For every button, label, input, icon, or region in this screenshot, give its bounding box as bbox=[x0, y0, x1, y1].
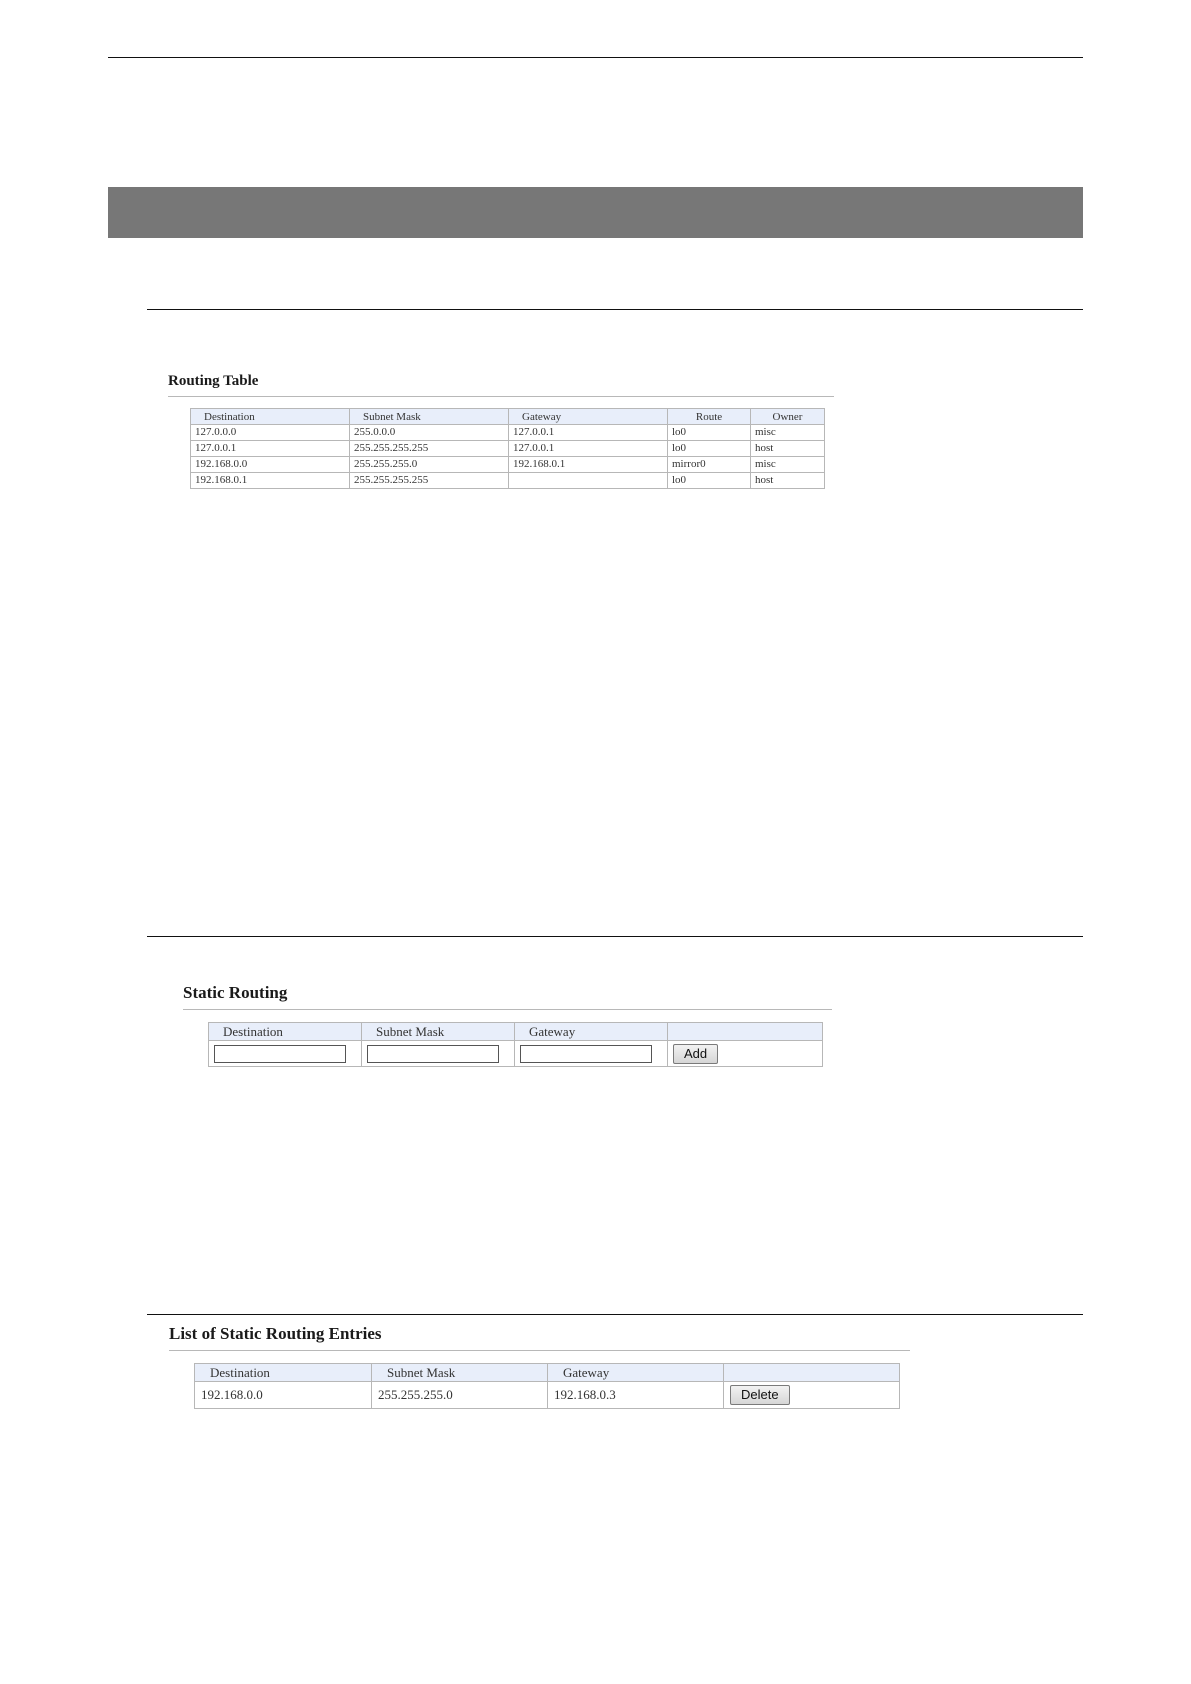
cell-gateway: 192.168.0.1 bbox=[509, 457, 668, 473]
column-header-destination: Destination bbox=[191, 409, 350, 425]
routing-table-header-row bbox=[191, 409, 825, 425]
section-rule-2 bbox=[147, 936, 1083, 937]
cell-destination: 192.168.0.1 bbox=[191, 473, 350, 489]
column-header-action bbox=[668, 1023, 823, 1041]
column-header-subnet-mask: Subnet Mask bbox=[372, 1364, 548, 1382]
section-rule-3 bbox=[147, 1314, 1083, 1315]
static-routing-list bbox=[194, 1363, 900, 1409]
cell-gateway: 127.0.0.1 bbox=[509, 441, 668, 457]
routing-table bbox=[190, 408, 825, 489]
static-list-header-row bbox=[195, 1364, 900, 1382]
chapter-banner bbox=[108, 187, 1083, 238]
gateway-cell bbox=[515, 1041, 668, 1067]
static-routing-title: Static Routing bbox=[183, 983, 288, 1002]
static-list-title: List of Static Routing Entries bbox=[169, 1324, 382, 1343]
cell-owner: host bbox=[751, 473, 825, 489]
column-header-gateway: Gateway bbox=[548, 1364, 724, 1382]
cell-destination: 192.168.0.0 bbox=[191, 457, 350, 473]
column-header-gateway: Gateway bbox=[509, 409, 668, 425]
table-row bbox=[195, 1382, 900, 1409]
column-header-gateway: Gateway bbox=[515, 1023, 668, 1041]
cell-gateway: 127.0.0.1 bbox=[509, 425, 668, 441]
table-row bbox=[191, 441, 825, 457]
destination-input[interactable] bbox=[214, 1045, 346, 1063]
cell-destination: 127.0.0.0 bbox=[191, 425, 350, 441]
cell-destination: 192.168.0.0 bbox=[195, 1382, 372, 1409]
cell-subnet-mask: 255.0.0.0 bbox=[350, 425, 509, 441]
column-header-action bbox=[724, 1364, 900, 1382]
cell-subnet-mask: 255.255.255.0 bbox=[372, 1382, 548, 1409]
table-row bbox=[191, 457, 825, 473]
static-routing-input-row bbox=[209, 1041, 823, 1067]
cell-route: lo0 bbox=[668, 441, 751, 457]
cell-destination: 127.0.0.1 bbox=[191, 441, 350, 457]
cell-subnet-mask: 255.255.255.255 bbox=[350, 441, 509, 457]
routing-table-title-underline bbox=[168, 396, 834, 397]
cell-route: lo0 bbox=[668, 473, 751, 489]
cell-owner: host bbox=[751, 441, 825, 457]
static-routing-title-underline bbox=[183, 1009, 832, 1010]
delete-button[interactable]: Delete bbox=[730, 1385, 790, 1405]
cell-owner: misc bbox=[751, 457, 825, 473]
cell-gateway bbox=[509, 473, 668, 489]
column-header-subnet-mask: Subnet Mask bbox=[350, 409, 509, 425]
column-header-destination: Destination bbox=[209, 1023, 362, 1041]
action-cell bbox=[668, 1041, 823, 1067]
routing-table-title: Routing Table bbox=[168, 373, 259, 389]
column-header-subnet-mask: Subnet Mask bbox=[362, 1023, 515, 1041]
static-routing-header-row bbox=[209, 1023, 823, 1041]
add-button[interactable]: Add bbox=[673, 1044, 718, 1064]
cell-owner: misc bbox=[751, 425, 825, 441]
destination-cell bbox=[209, 1041, 362, 1067]
cell-subnet-mask: 255.255.255.255 bbox=[350, 473, 509, 489]
cell-route: mirror0 bbox=[668, 457, 751, 473]
top-rule bbox=[108, 57, 1083, 58]
column-header-route: Route bbox=[668, 409, 751, 425]
column-header-destination: Destination bbox=[195, 1364, 372, 1382]
gateway-input[interactable] bbox=[520, 1045, 652, 1063]
action-cell bbox=[724, 1382, 900, 1409]
subnet-mask-cell bbox=[362, 1041, 515, 1067]
static-list-title-underline bbox=[169, 1350, 910, 1351]
static-routing-form bbox=[208, 1022, 823, 1067]
cell-route: lo0 bbox=[668, 425, 751, 441]
section-rule-1 bbox=[147, 309, 1083, 310]
cell-subnet-mask: 255.255.255.0 bbox=[350, 457, 509, 473]
table-row bbox=[191, 473, 825, 489]
cell-gateway: 192.168.0.3 bbox=[548, 1382, 724, 1409]
subnet-mask-input[interactable] bbox=[367, 1045, 499, 1063]
table-row bbox=[191, 425, 825, 441]
column-header-owner: Owner bbox=[751, 409, 825, 425]
